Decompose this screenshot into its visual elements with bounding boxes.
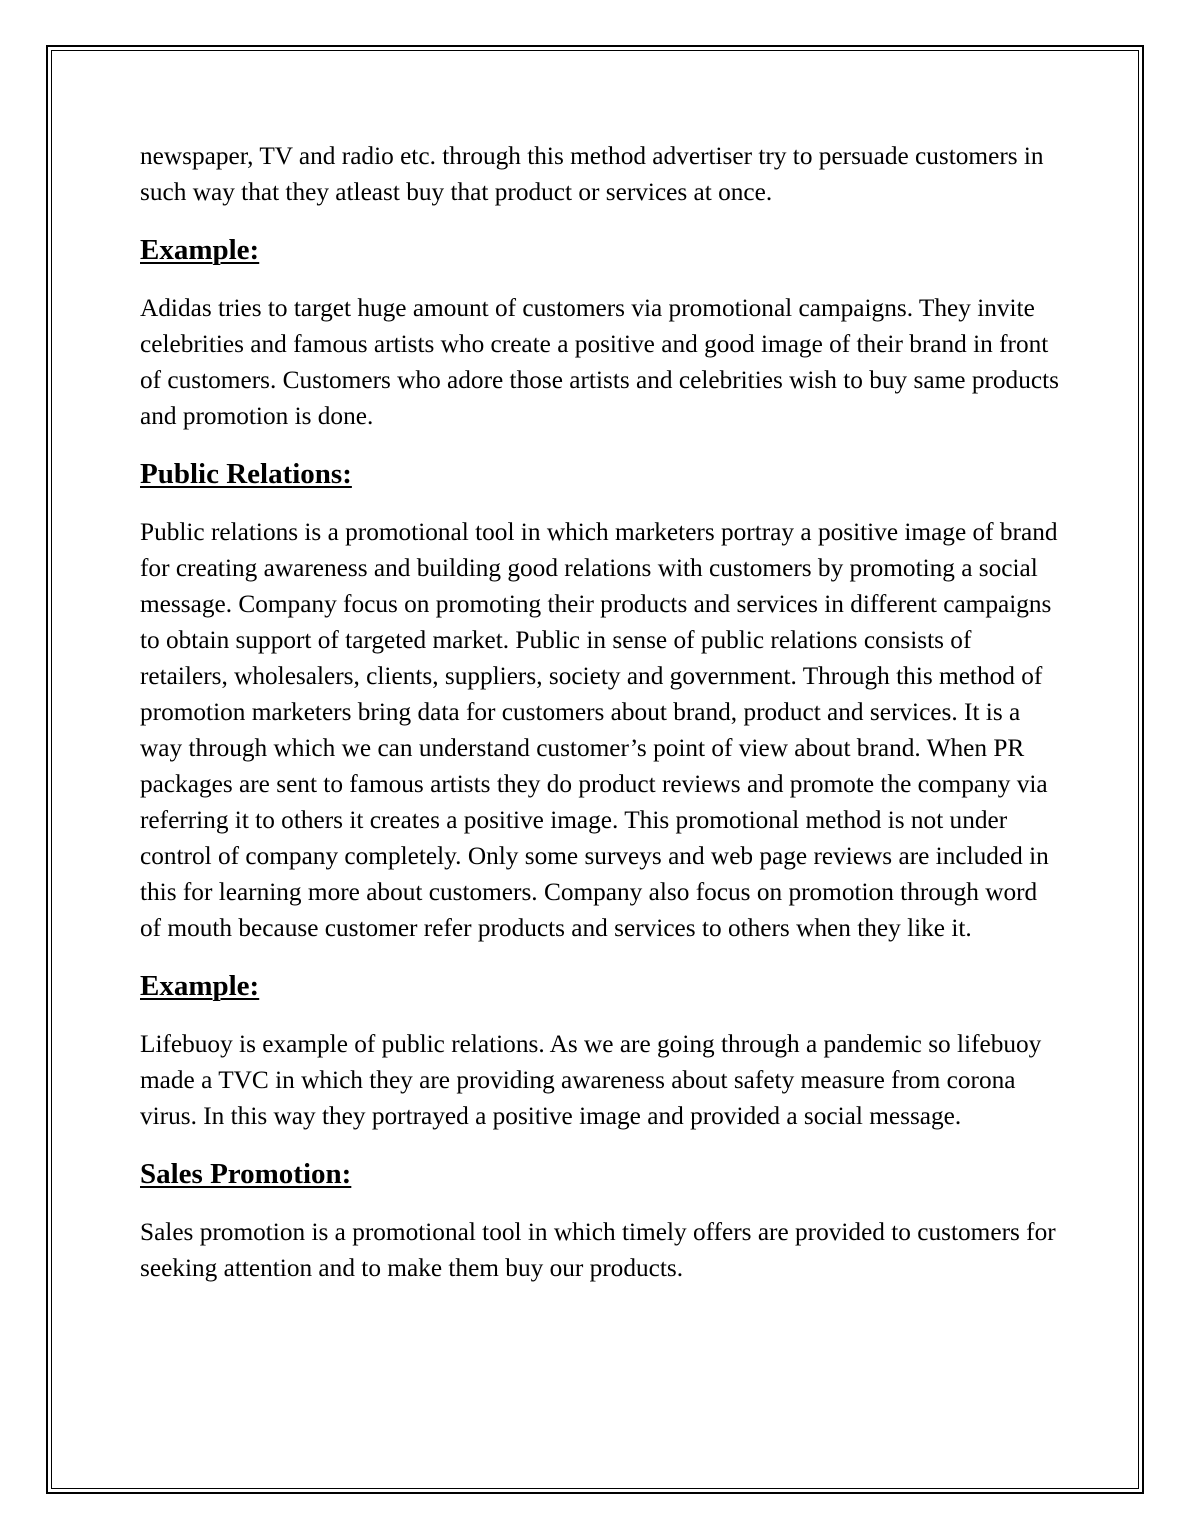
paragraph-sales-promotion: Sales promotion is a promotional tool in which timely offers are provided to customers for seeking attention and to make them buy our products. <box>140 1218 1056 1282</box>
paragraph-lifebuoy-example: Lifebuoy is example of public relations. As we are going through a pandemic so lifebuoy made a TVC in which they are providing awareness about safety measure from corona virus. In this way they portrayed a positive image and provided a social message. <box>140 1030 1042 1130</box>
heading-example-adidas: Example: <box>140 234 260 266</box>
document-body <box>140 138 1060 1286</box>
paragraph-adidas-example: Adidas tries to target huge amount of customers via promotional campaigns. They invite celebrities and famous artists who create a positive and good image of their brand in front of customers. Customers who adore those artists and celebrities wish to buy same products and promotion is done. <box>140 294 1059 430</box>
paragraph-public-relations: Public relations is a promotional tool in which marketers portray a positive image of brand for creating awareness and building good relations with customers by promoting a social message. Company focus on promoting their products and services in different campaigns to obtain support of targeted market. Public in sense of public relations consists of retailers, wholesalers, clients, suppliers, society and government. Through this method of promotion marketers bring data for customers about brand, product and services. It is a way through which we can understand customer’s point of view about brand. When PR packages are sent to famous artists they do product reviews and promote the company via referring it to others it creates a positive image. This promotional method is not under control of company completely. Only some surveys and web page reviews are included in this for learning more about customers. Company also focus on promotion through word of mouth because customer refer products and services to others when they like it. <box>140 518 1058 942</box>
heading-public-relations: Public Relations: <box>140 458 352 490</box>
paragraph-advertising-continued: newspaper, TV and radio etc. through this method advertiser try to persuade customers in such way that they atleast buy that product or services at once. <box>140 142 1044 206</box>
heading-sales-promotion: Sales Promotion: <box>140 1158 352 1190</box>
heading-example-lifebuoy: Example: <box>140 970 260 1002</box>
